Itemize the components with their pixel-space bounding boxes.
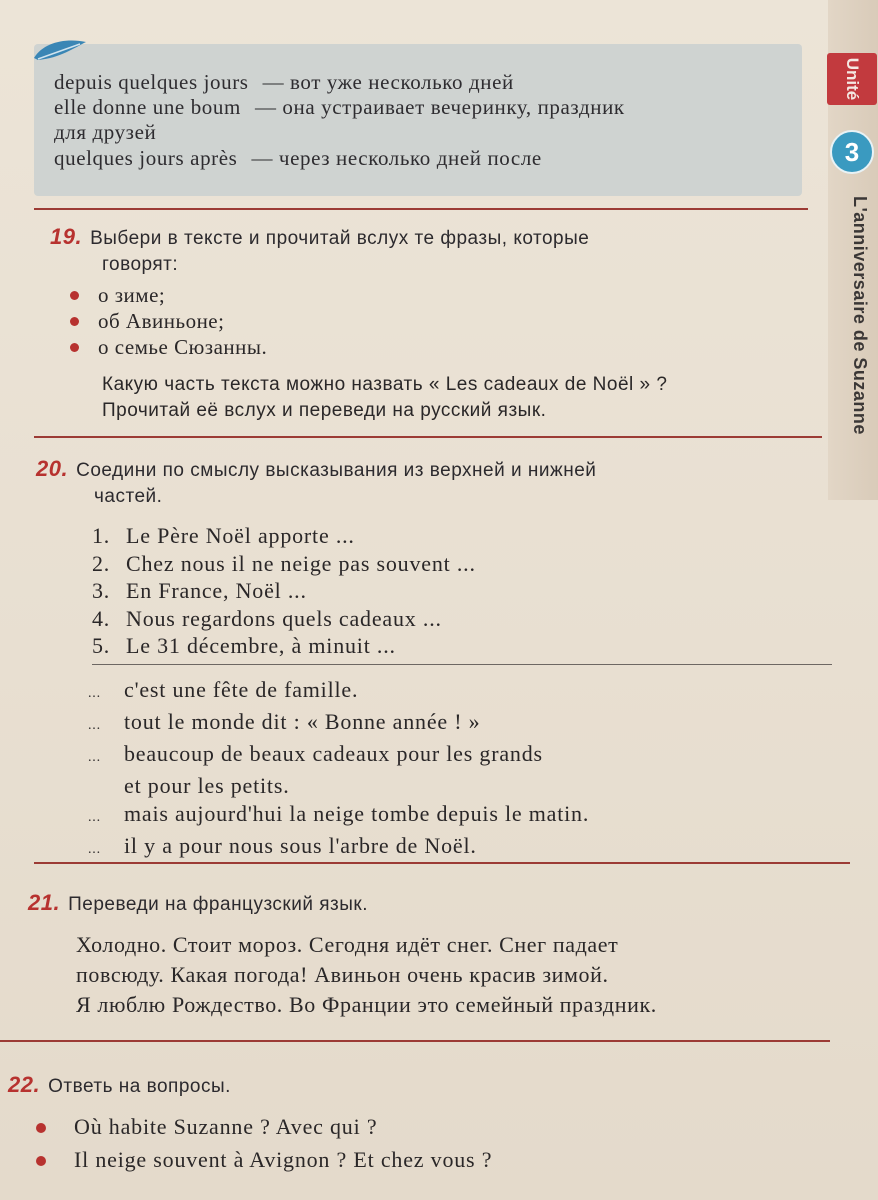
list-item: ... mais aujourd'hui la neige tombe depuis le matin. (88, 801, 590, 826)
unit-number-badge: 3 (830, 130, 874, 174)
list-item: о семье Сюзанны. (70, 334, 267, 360)
divider (34, 208, 808, 210)
list-item: о зиме; (70, 282, 267, 308)
chapter-title-vertical: L'anniversaire de Suzanne (850, 196, 870, 435)
list-item: 4. Nous regardons quels cadeaux ... (92, 605, 442, 631)
exercise-19-bullets (70, 282, 267, 360)
list-item: et pour les petits. (124, 773, 290, 798)
list-item: ... il y a pour nous sous l'arbre de Noël. (88, 833, 477, 858)
exercise-20-title: 20. Соедини по смыслу высказывания из верхней и нижней частей. (36, 456, 597, 507)
feather-icon (30, 36, 90, 66)
divider (34, 436, 822, 438)
divider (0, 1040, 830, 1042)
vocab-line-1: depuis quelques jours — вот уже несколько дней (54, 70, 514, 94)
exercise-21-title: 21. Переведи на французский язык. (28, 890, 369, 915)
exercise-21-text: Холодно. Стоит мороз. Сегодня идёт снег. Снег падает повсюду. Какая погода! Авиньон очень красив зимой. Я люблю Рождество. Во Франции это семейный праздник. (76, 932, 657, 1017)
exercise-19-title: 19. Выбери в тексте и прочитай вслух те фразы, которые говорят: (50, 224, 590, 275)
exercise-22-title: 22. Ответь на вопросы. (8, 1072, 231, 1097)
list-item: 2. Chez nous il ne neige pas souvent ... (92, 550, 476, 576)
list-item: ... tout le monde dit : « Bonne année ! » (88, 709, 481, 734)
vocabulary-box (34, 44, 802, 196)
unit-label: Unité (827, 53, 877, 105)
vocab-line-3: для друзей (54, 120, 157, 144)
list-item: ... beaucoup de beaux cadeaux pour les grands (88, 741, 543, 766)
separator-line (92, 664, 832, 665)
list-item: 5. Le 31 décembre, à minuit ... (92, 633, 396, 658)
list-item: Où habite Suzanne ? Avec qui ? (36, 1110, 492, 1143)
exercise-20-bottom-list (88, 676, 589, 864)
divider (34, 862, 850, 864)
vocab-line-4: quelques jours après — через несколько дней после (54, 146, 542, 170)
list-item: ... c'est une fête de famille. (88, 677, 359, 702)
exercise-19-paragraph: Какую часть текста можно назвать « Les cadeaux de Noël » ? Прочитай её вслух и переведи на русский язык. (102, 374, 668, 421)
exercise-20-top-list (92, 522, 476, 660)
list-item: Il neige souvent à Avignon ? Et chez vous ? (36, 1143, 492, 1176)
exercise-22-bullets (36, 1110, 492, 1176)
list-item: 1. Le Père Noël apporte ... (92, 523, 355, 548)
list-item: об Авиньоне; (70, 308, 267, 334)
list-item: 3. En France, Noël ... (92, 578, 307, 603)
vocab-line-2: elle donne une boum — она устраивает вечеринку, праздник (54, 95, 625, 119)
